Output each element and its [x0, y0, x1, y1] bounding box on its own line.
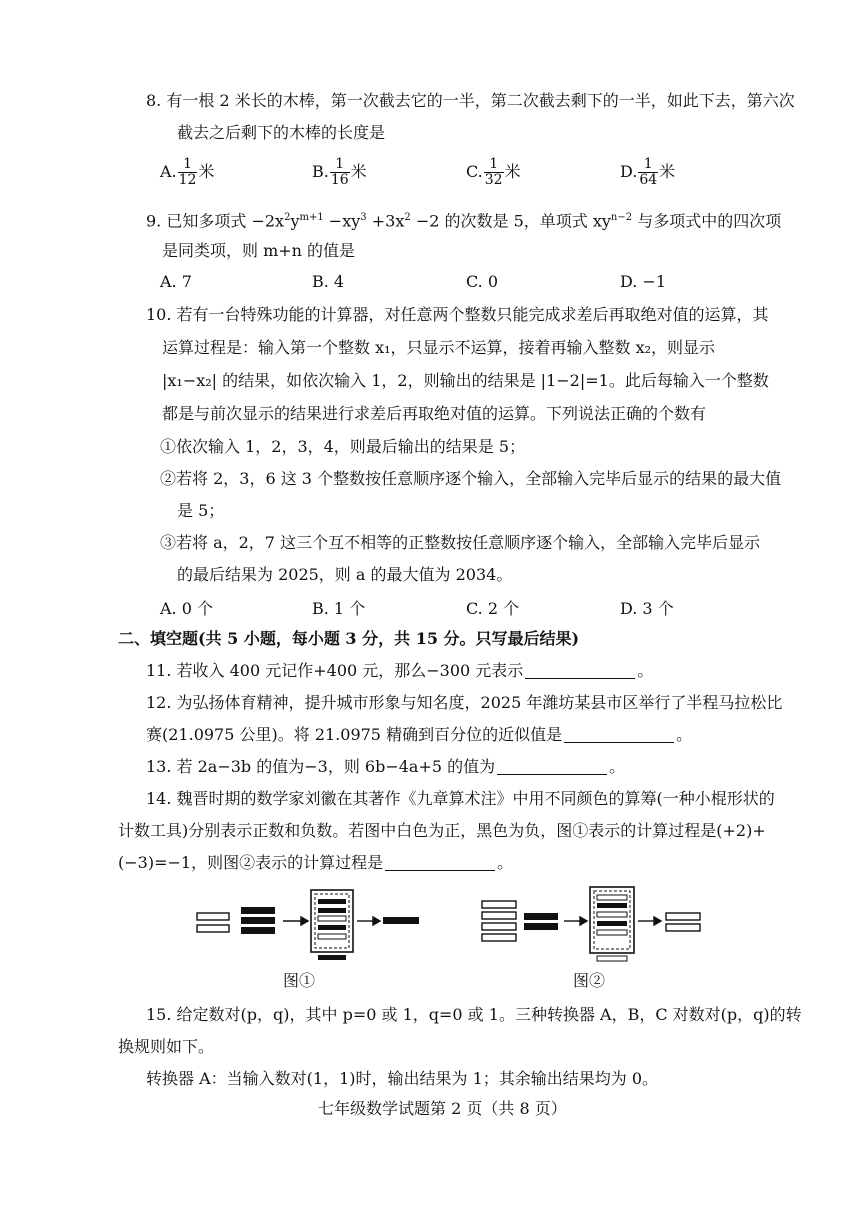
q8-option-b[interactable] — [312, 157, 367, 188]
fraction-den: 32 — [484, 172, 503, 188]
q8-option-c[interactable] — [466, 157, 521, 188]
q10-line2: 运算过程是：输入第一个整数 x₁，只显示不运算，接着再输入整数 x₂，则显示 — [162, 338, 716, 357]
exponent: 3 — [360, 212, 367, 223]
text: −xy — [323, 211, 361, 231]
q14-line1: 14. 魏晋时期的数学家刘徽在其著作《九章算术注》中用不同颜色的算筹(一种小棍形状的 — [146, 789, 775, 808]
white-rod — [318, 934, 346, 939]
q10-statement-3b: 的最后结果为 2025，则 a 的最大值为 2034。 — [177, 565, 513, 584]
q10-option-c[interactable]: C. 2 个 — [466, 599, 520, 618]
q15-line2: 换规则如下。 — [118, 1037, 215, 1056]
q9-option-b[interactable]: B. 4 — [312, 272, 345, 291]
exponent: 2 — [404, 212, 411, 223]
black-rod — [524, 913, 558, 920]
q9-option-c[interactable]: C. 0 — [466, 272, 499, 291]
q10-statement-1: ①依次输入 1，2，3，4，则最后输出的结果是 5； — [160, 437, 526, 456]
white-rod — [666, 924, 700, 931]
white-rod — [597, 912, 627, 917]
black-rod — [318, 925, 346, 930]
q13-answer-blank[interactable] — [497, 758, 607, 775]
q14-line3 — [118, 852, 513, 874]
q13 — [146, 756, 625, 778]
fraction-num: 1 — [330, 157, 350, 173]
q8-option-d[interactable] — [620, 157, 675, 188]
q10-statement-2b: 是 5； — [177, 501, 225, 520]
fraction-den: 16 — [330, 172, 349, 188]
q15-line1: 15. 给定数对(p，q)，其中 p=0 或 1，q=0 或 1。三种转换器 A，B，C 对数对(p，q)的转 — [146, 1005, 802, 1024]
arrow-head — [373, 917, 380, 925]
q12-line1: 12. 为弘扬体育精神，提升城市形象与知名度，2025 年潍坊某县市区举行了半程马拉松比 — [146, 693, 783, 712]
q9-line2: 是同类项，则 m+n 的值是 — [162, 241, 356, 260]
white-rod — [597, 956, 627, 961]
arrow-head — [580, 917, 587, 925]
q11-answer-blank[interactable] — [525, 662, 635, 679]
option-letter: B. — [312, 162, 329, 181]
black-rod — [383, 917, 419, 924]
figure-1-caption: 图① — [283, 971, 316, 990]
white-rod — [482, 912, 516, 919]
q13-end: 。 — [609, 757, 626, 776]
fraction-num: 1 — [178, 157, 198, 173]
black-rod — [524, 923, 558, 930]
q15-line3: 转换器 A：当输入数对(1，1)时，输出结果为 1；其余输出结果均为 0。 — [146, 1069, 659, 1088]
q10-line3: |x₁−x₂| 的结果，如依次输入 1，2，则输出的结果是 |1−2|=1。此后每输入一个整数 — [162, 371, 769, 390]
white-rod — [482, 923, 516, 930]
white-rod — [197, 925, 229, 932]
q10-line1: 10. 若有一台特殊功能的计算器，对任意两个整数只能完成求差后再取绝对值的运算，其 — [146, 305, 769, 324]
fraction — [330, 157, 350, 188]
q12-end: 。 — [676, 725, 693, 744]
option-unit: 米 — [350, 162, 367, 181]
fraction-num: 1 — [484, 157, 504, 173]
q14-answer-blank[interactable] — [385, 854, 495, 871]
text: 9. 已知多项式 −2x — [146, 211, 285, 231]
text: −2 的次数是 5，单项式 xy — [410, 211, 611, 231]
white-rod — [197, 913, 229, 920]
q12-answer-blank[interactable] — [564, 726, 674, 743]
fraction — [178, 157, 198, 188]
white-rod — [597, 930, 627, 935]
option-unit: 米 — [198, 162, 215, 181]
text: 与多项式中的四次项 — [632, 211, 782, 231]
q14-line2: 计数工具)分别表示正数和负数。若图中白色为正，黑色为负，图①表示的计算过程是(+2)+ — [118, 821, 766, 840]
fraction-den: 12 — [178, 172, 197, 188]
white-rod — [318, 916, 346, 921]
black-rod — [318, 908, 346, 913]
figure-2-caption: 图② — [573, 971, 606, 990]
q10-option-b[interactable]: B. 1 个 — [312, 599, 366, 618]
q14-end: 。 — [497, 853, 514, 872]
option-letter: C. — [466, 162, 483, 181]
white-rod — [597, 895, 627, 900]
black-rod — [318, 955, 346, 960]
q9-option-d[interactable]: D. −1 — [620, 272, 667, 291]
black-rod — [241, 927, 275, 934]
q10-option-d[interactable]: D. 3 个 — [620, 599, 674, 618]
q14-text: (−3)=−1，则图②表示的计算过程是 — [118, 853, 384, 872]
white-rod — [482, 934, 516, 941]
q11-end: 。 — [637, 661, 654, 680]
option-unit: 米 — [504, 162, 521, 181]
q9-line1 — [146, 207, 781, 232]
q8-line2: 截去之后剩下的木棒的长度是 — [177, 123, 386, 142]
option-unit: 米 — [659, 162, 676, 181]
text: +3x — [366, 211, 405, 231]
fraction-den: 64 — [639, 172, 658, 188]
q8-line1: 8. 有一根 2 米长的木棒，第一次截去它的一半，第二次截去剩下的一半，如此下去，第六次 — [146, 91, 795, 110]
section-heading: 二、填空题(共 5 小题，每小题 3 分，共 15 分。只写最后结果) — [118, 629, 580, 648]
arrow-head — [301, 917, 308, 925]
q9-option-a[interactable]: A. 7 — [160, 272, 192, 291]
exponent: n−2 — [610, 212, 633, 223]
figure-1-counting-rods — [195, 885, 465, 965]
black-rod — [597, 903, 627, 908]
q10-statement-3a: ③若将 a，2，7 这三个互不相等的正整数按任意顺序逐个输入，全部输入完毕后显示 — [160, 533, 761, 552]
black-rod — [241, 907, 275, 914]
q12-line2 — [146, 724, 692, 746]
exponent: m+1 — [299, 212, 324, 223]
fraction — [484, 157, 504, 188]
white-rod — [666, 913, 700, 920]
q13-text: 13. 若 2a−3b 的值为−3，则 6b−4a+5 的值为 — [146, 757, 496, 776]
text: y — [290, 211, 300, 231]
black-rod — [318, 899, 346, 904]
q10-option-a[interactable]: A. 0 个 — [160, 599, 213, 618]
black-rod — [597, 921, 627, 926]
fraction-num: 1 — [638, 157, 658, 173]
exponent: 2 — [284, 212, 291, 223]
q10-line4: 都是与前次显示的结果进行求差后再取绝对值的运算。下列说法正确的个数有 — [162, 404, 707, 423]
fraction — [638, 157, 658, 188]
page-footer: 七年级数学试题第 2 页（共 8 页） — [318, 1099, 567, 1118]
q11-text: 11. 若收入 400 元记作+400 元，那么−300 元表示 — [146, 661, 524, 680]
q12-text: 赛(21.0975 公里)。将 21.0975 精确到百分位的近似值是 — [146, 725, 563, 744]
option-letter: D. — [620, 162, 638, 181]
white-rod — [482, 901, 516, 908]
figure-2-counting-rods — [480, 885, 720, 965]
q8-option-a[interactable] — [160, 157, 214, 188]
arrow-head — [654, 917, 661, 925]
black-rod — [241, 917, 275, 924]
option-letter: A. — [160, 162, 177, 181]
q11 — [146, 660, 653, 682]
q10-statement-2a: ②若将 2，3，6 这 3 个整数按任意顺序逐个输入，全部输入完毕后显示的结果的最大值 — [160, 469, 782, 488]
